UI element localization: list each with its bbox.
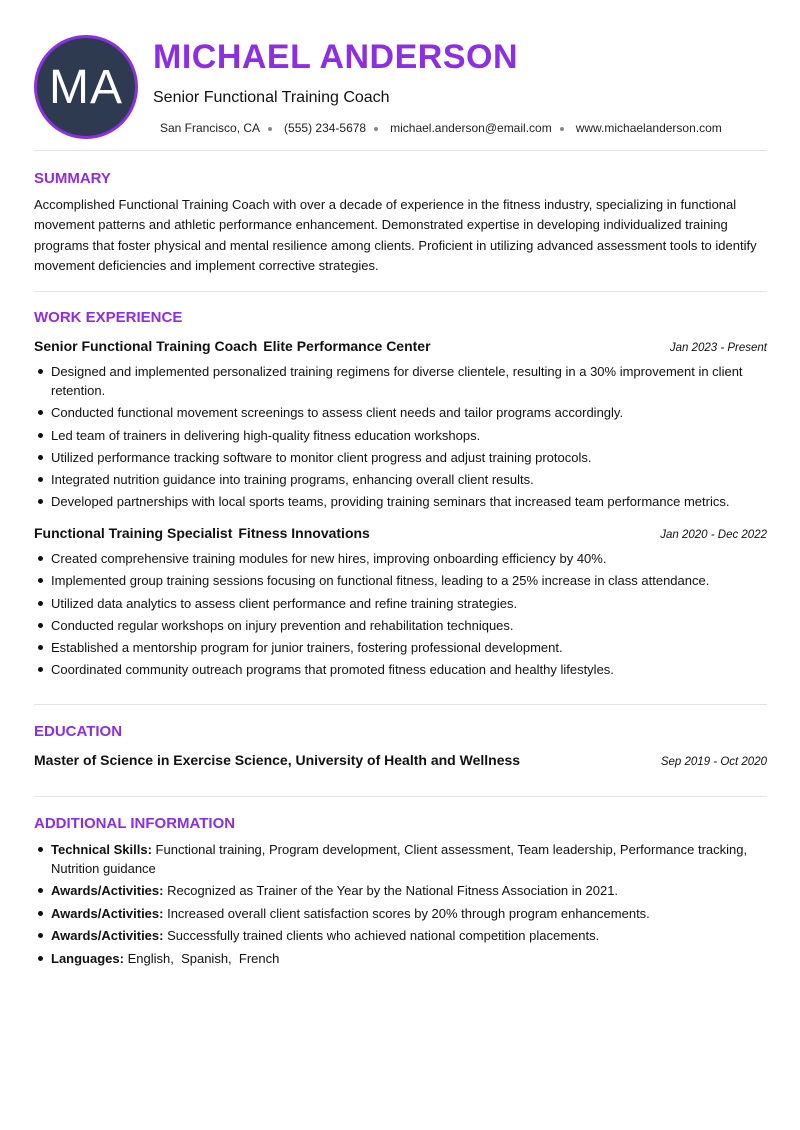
item-label: Languages: [51, 950, 124, 966]
list-item [34, 949, 769, 968]
list-item: Utilized data analytics to assess client performance and refine training strategies. [34, 594, 769, 613]
item-text: Functional training, Program development, Client assessment, Team leadership, Performance tracking, Nutrition guidance [51, 842, 748, 876]
divider [34, 796, 767, 797]
list-item: Led team of trainers in delivering high-quality fitness education workshops. [34, 426, 769, 445]
item-label: Awards/Activities: [51, 883, 164, 899]
additional-list [34, 840, 769, 971]
summary-text: Accomplished Functional Training Coach with over a decade of experience in the fitness industry, specializing in functional movement patterns and athletic performance enhancement. Demonstrated expertise in developing individualized training programs that foster physical and mental resilience among clients. Proficient in utilizing advanced assessment tools to identify movement deficiencies and implement corrective strategies. [34, 197, 757, 273]
education-dates: Sep 2019 - Oct 2020 [660, 756, 767, 768]
additional-heading: ADDITIONAL INFORMATION [34, 815, 236, 832]
job-bullets [34, 362, 769, 515]
avatar-initials: MA [49, 60, 123, 114]
item-label: Awards/Activities: [51, 927, 164, 943]
list-item: Created comprehensive training modules for new hires, improving onboarding efficiency by 40%. [34, 549, 769, 568]
item-text: Increased overall client satisfaction scores by 20% through program enhancements. [167, 905, 650, 921]
list-item: Developed partnerships with local sports teams, providing training seminars that increased team performance metrics. [34, 492, 769, 511]
education-entry [34, 752, 767, 768]
job-role-line [34, 338, 431, 354]
contact-website[interactable]: www.michaelanderson.com [575, 121, 722, 135]
item-label: Awards/Activities: [51, 905, 164, 921]
list-item: Conducted functional movement screenings to assess client needs and tailor programs accordingly. [34, 403, 769, 422]
list-item [34, 881, 769, 900]
divider [34, 704, 767, 705]
job-company: Fitness Innovations [238, 525, 370, 541]
list-item: Designed and implemented personalized training regimens for diverse clientele, resulting in a 30% improvement in client retention. [34, 362, 769, 400]
separator-dot [560, 127, 564, 131]
separator-dot [374, 127, 378, 131]
avatar [34, 35, 138, 139]
list-item [34, 904, 769, 923]
summary-heading: SUMMARY [34, 170, 111, 187]
list-item: Established a mentorship program for junior trainers, fostering professional development. [34, 638, 769, 657]
divider [34, 291, 767, 292]
contact-email[interactable]: michael.anderson@email.com [390, 121, 552, 135]
education-degree: Master of Science in Exercise Science, University of Health and Wellness [34, 752, 521, 768]
job-dates: Jan 2020 - Dec 2022 [660, 529, 767, 541]
experience-heading: WORK EXPERIENCE [34, 309, 183, 326]
candidate-name: MICHAEL ANDERSON [153, 38, 519, 76]
separator-dot [268, 127, 272, 131]
job-company: Elite Performance Center [263, 338, 431, 354]
job-header [34, 525, 767, 541]
item-text: Successfully trained clients who achieved national competition placements. [167, 927, 600, 943]
item-text: Recognized as Trainer of the Year by the National Fitness Association in 2021. [167, 883, 619, 899]
job-bullets [34, 549, 769, 683]
contact-line [160, 121, 722, 135]
job-role-line [34, 525, 370, 541]
divider [34, 150, 767, 151]
education-heading: EDUCATION [34, 723, 123, 740]
list-item: Coordinated community outreach programs that promoted fitness education and healthy lifestyles. [34, 660, 769, 679]
job-role: Functional Training Specialist [34, 525, 233, 541]
item-text: English, Spanish, French [127, 950, 280, 966]
contact-location: San Francisco, CA [160, 121, 261, 135]
job-title: Senior Functional Training Coach [153, 89, 390, 106]
job-role: Senior Functional Training Coach [34, 338, 258, 354]
job-header [34, 338, 767, 354]
job-dates: Jan 2023 - Present [669, 342, 767, 354]
list-item: Utilized performance tracking software to monitor client progress and adjust training protocols. [34, 448, 769, 467]
list-item [34, 926, 769, 945]
list-item [34, 840, 769, 878]
list-item: Implemented group training sessions focusing on functional fitness, leading to a 25% increase in class attendance. [34, 571, 769, 590]
list-item: Integrated nutrition guidance into training programs, enhancing overall client results. [34, 470, 769, 489]
contact-phone[interactable]: (555) 234-5678 [284, 121, 367, 135]
item-label: Technical Skills: [51, 842, 152, 857]
list-item: Conducted regular workshops on injury prevention and rehabilitation techniques. [34, 616, 769, 635]
